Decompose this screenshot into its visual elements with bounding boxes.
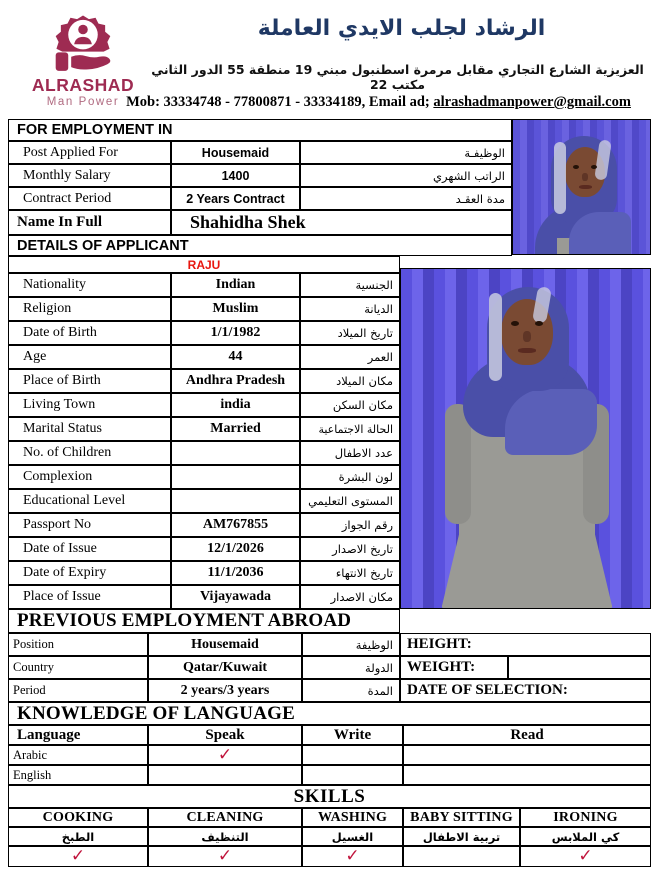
row-label-monthly-salary: Monthly Salary xyxy=(8,164,171,187)
row-label-date-of-expiry: Date of Expiry xyxy=(8,561,171,585)
row-label-name-in-full: Name In Full xyxy=(8,210,171,235)
row-label-date-of-birth: Date of Birth xyxy=(8,321,171,345)
row-value-religion: Muslim xyxy=(171,297,300,321)
language-col-header-write: Write xyxy=(302,725,403,745)
language-row-arabic-name: Arabic xyxy=(8,745,148,765)
full-body-photo-figure xyxy=(401,269,650,608)
row-value-living-town: india xyxy=(171,393,300,417)
skill-header-baby-sitting: BABY SITTING xyxy=(403,808,520,827)
row-label-country: Country xyxy=(8,656,148,679)
row-arabic-passport-no: رقم الجواز xyxy=(300,513,400,537)
row-arabic-date-of-issue: تاريخ الاصدار xyxy=(300,537,400,561)
row-label-age: Age xyxy=(8,345,171,369)
row-date-of-selection: DATE OF SELECTION: xyxy=(400,679,651,702)
language-row-arabic-write[interactable] xyxy=(302,745,403,765)
row-value-passport-no: AM767855 xyxy=(171,513,300,537)
row-arabic-position: الوظيفة xyxy=(302,633,400,656)
row-value-age: 44 xyxy=(171,345,300,369)
contact-email[interactable]: alrashadmanpower@gmail.com xyxy=(433,94,631,110)
skill-header-cleaning: CLEANING xyxy=(148,808,302,827)
row-value-educational-level xyxy=(171,489,300,513)
language-col-header-read: Read xyxy=(403,725,651,745)
skill-header-ironing: IRONING xyxy=(520,808,651,827)
row-label-place-of-issue: Place of Issue xyxy=(8,585,171,609)
skill-check-cleaning[interactable]: ✓ xyxy=(148,846,302,867)
section-header-language: KNOWLEDGE OF LANGUAGE xyxy=(8,702,651,725)
language-row-english-read[interactable] xyxy=(403,765,651,785)
gear-person-hand-icon xyxy=(45,14,121,76)
row-value-name-in-full: Shahidha Shek xyxy=(171,210,512,235)
row-arabic-monthly-salary: الراتب الشهري xyxy=(300,164,512,187)
row-arabic-living-town: مكان السكن xyxy=(300,393,400,417)
row-arabic-age: العمر xyxy=(300,345,400,369)
row-value-country: Qatar/Kuwait xyxy=(148,656,302,679)
logo-company-name: ALRASHAD xyxy=(31,75,135,95)
applicant-passport-photo xyxy=(512,119,651,255)
logo-tagline: Man Power xyxy=(46,95,120,108)
row-arabic-educational-level: المستوى التعليمي xyxy=(300,489,400,513)
language-col-header-language: Language xyxy=(8,725,148,745)
language-row-english-write[interactable] xyxy=(302,765,403,785)
row-value-monthly-salary: 1400 xyxy=(171,164,300,187)
section-header-applicant-details: DETAILS OF APPLICANT xyxy=(8,235,512,256)
row-arabic-place-of-issue: مكان الاصدار xyxy=(300,585,400,609)
skill-arabic-ironing: كي الملابس xyxy=(520,827,651,846)
row-label-nationality: Nationality xyxy=(8,273,171,297)
company-address-arabic: العزيزية الشارع التجاري مقابل مرمرة اسطنبول مبني 19 منطقة 55 الدور الثاني مكتب 22 xyxy=(151,62,644,92)
row-label-date-of-issue: Date of Issue xyxy=(8,537,171,561)
passport-photo-figure xyxy=(513,120,650,254)
applicant-full-body-photo xyxy=(400,268,651,609)
language-row-english-name: English xyxy=(8,765,148,785)
section-header-previous-employment: PREVIOUS EMPLOYMENT ABROAD xyxy=(8,609,400,633)
section-header-employment: FOR EMPLOYMENT IN xyxy=(8,119,512,141)
row-label-position: Position xyxy=(8,633,148,656)
skill-check-washing[interactable]: ✓ xyxy=(302,846,403,867)
row-value-complexion xyxy=(171,465,300,489)
language-row-english-speak[interactable] xyxy=(148,765,302,785)
row-height: HEIGHT: xyxy=(400,633,651,656)
row-value-no-of-children xyxy=(171,441,300,465)
row-label-no-of-children: No. of Children xyxy=(8,441,171,465)
row-value-place-of-issue: Vijayawada xyxy=(171,585,300,609)
row-value-nationality: Indian xyxy=(171,273,300,297)
row-arabic-date-of-expiry: تاريخ الانتهاء xyxy=(300,561,400,585)
row-value-date-of-birth: 1/1/1982 xyxy=(171,321,300,345)
skill-arabic-baby-sitting: تربية الاطفال xyxy=(403,827,520,846)
row-label-complexion: Complexion xyxy=(8,465,171,489)
row-value-date-of-expiry: 11/1/2036 xyxy=(171,561,300,585)
row-label-religion: Religion xyxy=(8,297,171,321)
document-header xyxy=(0,0,651,118)
row-weight-value xyxy=(508,656,651,679)
row-value-period: 2 years/3 years xyxy=(148,679,302,702)
row-value-contract-period: 2 Years Contract xyxy=(171,187,300,210)
row-weight-label: WEIGHT: xyxy=(400,656,508,679)
language-row-arabic-speak[interactable]: ✓ xyxy=(148,745,302,765)
row-label-educational-level: Educational Level xyxy=(8,489,171,513)
row-label-place-of-birth: Place of Birth xyxy=(8,369,171,393)
row-label-passport-no: Passport No xyxy=(8,513,171,537)
skill-arabic-cleaning: التنظيف xyxy=(148,827,302,846)
row-label-post-applied: Post Applied For xyxy=(8,141,171,164)
skill-check-baby-sitting[interactable] xyxy=(403,846,520,867)
row-arabic-post-applied: الوظيفـة xyxy=(300,141,512,164)
row-label-contract-period: Contract Period xyxy=(8,187,171,210)
contact-phones: Mob: 33334748 - 77800871 - 33334189, Email ad; xyxy=(126,94,430,110)
row-arabic-contract-period: مدة العقـد xyxy=(300,187,512,210)
row-arabic-no-of-children: عدد الاطفال xyxy=(300,441,400,465)
row-value-position: Housemaid xyxy=(148,633,302,656)
skill-check-cooking[interactable]: ✓ xyxy=(8,846,148,867)
row-arabic-date-of-birth: تاريخ الميلاد xyxy=(300,321,400,345)
row-arabic-nationality: الجنسية xyxy=(300,273,400,297)
row-label-period: Period xyxy=(8,679,148,702)
skill-header-washing: WASHING xyxy=(302,808,403,827)
row-label-living-town: Living Town xyxy=(8,393,171,417)
row-value-marital-status: Married xyxy=(171,417,300,441)
row-value-post-applied: Housemaid xyxy=(171,141,300,164)
company-contact-line xyxy=(110,94,647,111)
page-title-arabic: الرشاد لجلب الايدي العاملة xyxy=(257,16,546,41)
row-arabic-country: الدولة xyxy=(302,656,400,679)
skill-arabic-washing: الغسيل xyxy=(302,827,403,846)
language-col-header-speak: Speak xyxy=(148,725,302,745)
section-header-skills: SKILLS xyxy=(8,785,651,808)
language-row-arabic-read[interactable] xyxy=(403,745,651,765)
row-arabic-place-of-birth: مكان الميلاد xyxy=(300,369,400,393)
row-arabic-period: المدة xyxy=(302,679,400,702)
skill-header-cooking: COOKING xyxy=(8,808,148,827)
row-label-marital-status: Marital Status xyxy=(8,417,171,441)
row-value-place-of-birth: Andhra Pradesh xyxy=(171,369,300,393)
row-arabic-religion: الديانة xyxy=(300,297,400,321)
skill-check-ironing[interactable]: ✓ xyxy=(520,846,651,867)
skill-arabic-cooking: الطبخ xyxy=(8,827,148,846)
row-value-date-of-issue: 12/1/2026 xyxy=(171,537,300,561)
row-arabic-marital-status: الحالة الاجتماعية xyxy=(300,417,400,441)
row-arabic-complexion: لون البشرة xyxy=(300,465,400,489)
agent-tag-row: RAJU xyxy=(8,256,400,273)
